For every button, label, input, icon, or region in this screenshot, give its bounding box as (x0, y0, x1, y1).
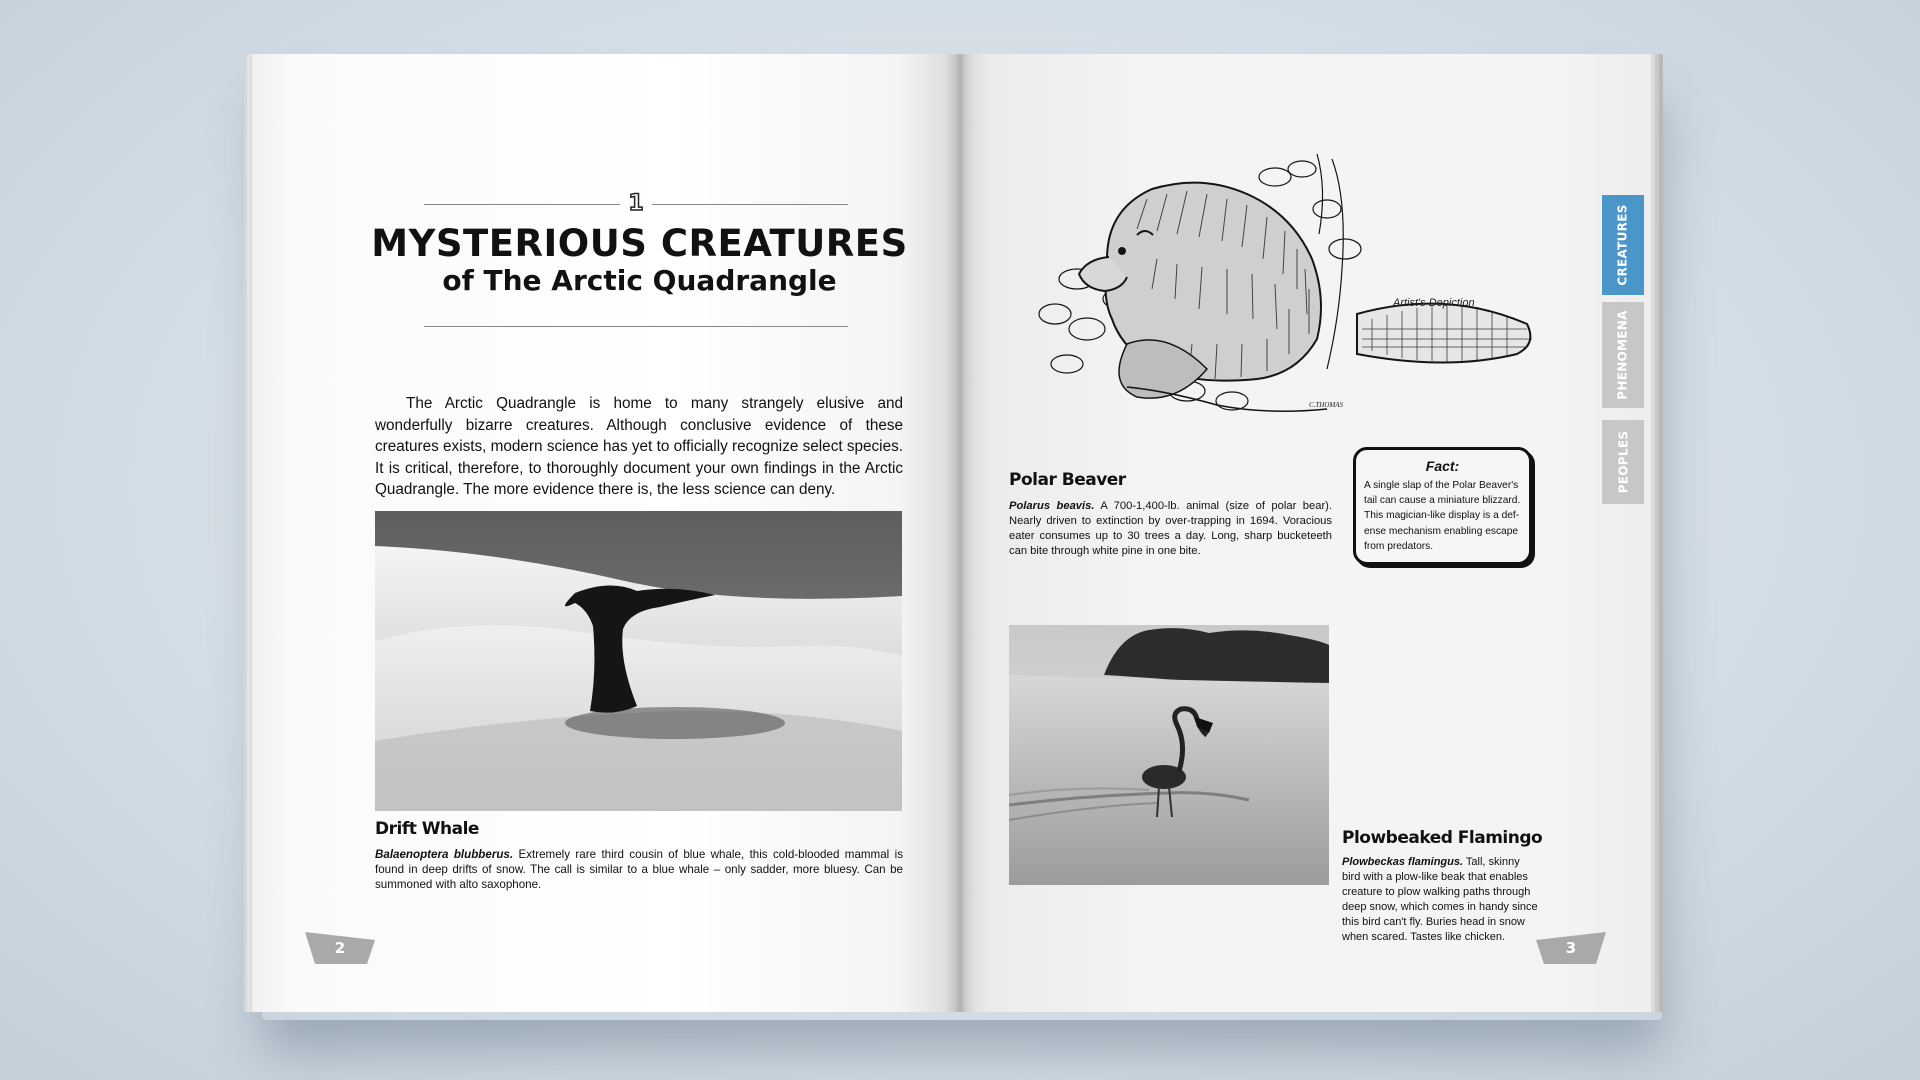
polar-beaver-illustration (1027, 139, 1539, 439)
chapter-title: MYSTERIOUS CREATURES (371, 222, 908, 265)
drift-whale-text: Extremely rare third cousin of blue whale, this cold-blooded mammal is found in deep drifts of snow. The call is similar to a blue whale – only sadder, more bluesy. Can be summoned with alto saxophone. (375, 848, 903, 891)
intro-paragraph: The Arctic Quadrangle is home to many strangely elusive and wonderfully bizarre creatures. Although conclusive evidence of these creatures exists, modern science has yet to officially recognize select species. It is critical, therefore, to thoroughly document your own findings in the Arctic Quadrangle. The more evidence there is, the less science can deny. (375, 395, 903, 499)
plowbeaked-flamingo-title: Plowbeaked Flamingo (1342, 828, 1543, 848)
drift-whale-title: Drift Whale (375, 819, 479, 839)
tab-creatures[interactable] (1602, 195, 1644, 295)
page-number-tab (1536, 932, 1606, 964)
polar-beaver-text: A 700-1,400-lb. animal (size of polar bear). Nearly driven to extinction by over-trapping in 1694. Voracious eater consumes up to 30 trees a day. Long, sharp bucketeeth can bite through white pine in one bite. (1009, 500, 1333, 557)
chapter-number: 1 (628, 191, 644, 216)
drift-whale-description (375, 847, 903, 892)
fact-title: Fact: (1425, 458, 1460, 474)
artist-depiction-label: Artist's Depiction (1393, 297, 1475, 309)
artist-signature: C.THOMAS (1309, 401, 1344, 409)
plowbeaked-flamingo-text: Tall, skinny bird with a plow-like beak that enables creature to plow walking paths through deep snow, which comes in handy since this bird can't fly. Buries head in snow when scared. Tastes like chicken. (1342, 856, 1538, 943)
drift-whale-photo (375, 511, 902, 811)
fact-box (1353, 447, 1532, 565)
title-divider (424, 326, 848, 327)
tab-phenomena-label: PHENOMENA (1616, 310, 1631, 400)
chapter-subtitle: of The Arctic Quadrangle (442, 264, 837, 297)
page-number-tab (305, 932, 375, 964)
fact-text: A single slap of the Polar Beaver's tail can cause a miniature blizzard. This magician-like display is a def-ense mechanism enabling escape from predators. (1364, 480, 1521, 552)
left-page (251, 54, 957, 1012)
tab-peoples-label: PEOPLES (1616, 430, 1631, 494)
polar-beaver-title: Polar Beaver (1009, 470, 1126, 490)
drift-whale-latin-name: Balaenoptera blubberus. (375, 848, 514, 861)
right-page (956, 54, 1651, 1012)
plowbeaked-flamingo-photo (1009, 625, 1329, 885)
page-number: 3 (1565, 939, 1577, 957)
tab-creatures-label: CREATURES (1616, 204, 1630, 286)
page-number: 2 (334, 939, 346, 957)
polar-beaver-latin-name: Polarus beavis. (1009, 500, 1095, 512)
plowbeaked-flamingo-description (1342, 855, 1538, 945)
rule-line (652, 204, 848, 205)
chapter-heading-rule (424, 191, 848, 216)
tab-phenomena[interactable] (1602, 302, 1644, 408)
tab-peoples[interactable] (1602, 420, 1644, 504)
plowbeaked-flamingo-latin-name: Plowbeckas flamingus. (1342, 856, 1464, 868)
polar-beaver-description (1009, 499, 1332, 559)
